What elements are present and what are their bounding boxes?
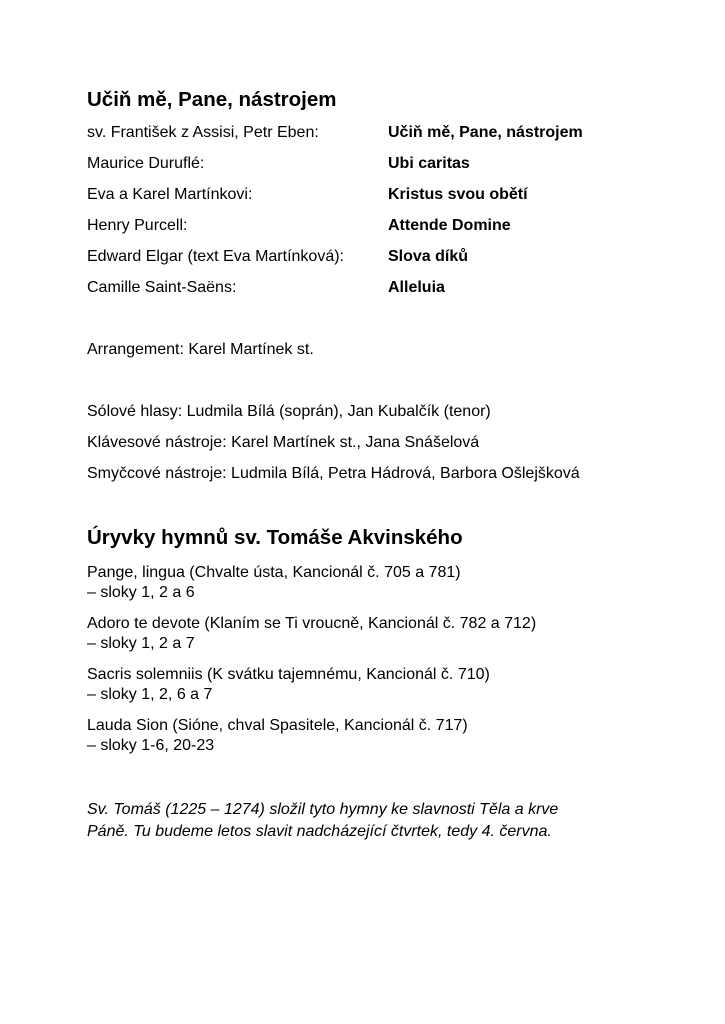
- piece-title: Kristus svou obětí: [388, 186, 528, 203]
- performers-line: Smyčcové nástroje: Ludmila Bílá, Petra Hádrová, Barbora Ošlejšková: [87, 465, 580, 482]
- hymn-verses-line: – sloky 1, 2 a 7: [87, 635, 195, 652]
- piece-title: Ubi caritas: [388, 155, 470, 172]
- hymn-item: [87, 665, 490, 705]
- composer-label: Eva a Karel Martínkovi:: [87, 186, 253, 203]
- hymn-item: [87, 614, 536, 654]
- piece-title: Slova díků: [388, 248, 469, 265]
- hymn-verses-line: – sloky 1, 2 a 6: [87, 584, 195, 601]
- section-title-program: Učiň mě, Pane, nástrojem: [87, 88, 337, 111]
- hymn-verses-line: – sloky 1, 2, 6 a 7: [87, 686, 213, 703]
- piece-title: Attende Domine: [388, 217, 511, 234]
- composer-label: Maurice Duruflé:: [87, 155, 205, 172]
- composer-label: sv. František z Assisi, Petr Eben:: [87, 124, 319, 141]
- piece-title: Učiň mě, Pane, nástrojem: [388, 124, 583, 141]
- performers-line: Sólové hlasy: Ludmila Bílá (soprán), Jan Kubalčík (tenor): [87, 403, 491, 420]
- arrangement-text: Arrangement: Karel Martínek st.: [87, 341, 314, 358]
- performers-line: Klávesové nástroje: Karel Martínek st., Jana Snášelová: [87, 434, 480, 451]
- piece-title: Alleluia: [388, 279, 445, 296]
- hymn-title-line: Pange, lingua (Chvalte ústa, Kancionál č. 705 a 781): [87, 564, 461, 581]
- feast-note-line: Sv. Tomáš (1225 – 1274) složil tyto hymny ke slavnosti Těla a krve: [87, 801, 559, 818]
- hymn-title-line: Sacris solemniis (K svátku tajemnému, Kancionál č. 710): [87, 666, 490, 683]
- section-title-hymns: Úryvky hymnů sv. Tomáše Akvinského: [87, 526, 463, 549]
- composer-label: Camille Saint-Saëns:: [87, 279, 237, 296]
- hymn-title-line: Lauda Sion (Sióne, chval Spasitele, Kancionál č. 717): [87, 717, 468, 734]
- composer-label: Henry Purcell:: [87, 217, 188, 234]
- hymn-verses-line: – sloky 1-6, 20-23: [87, 737, 215, 754]
- feast-note-line: Páně. Tu budeme letos slavit nadcházející čtvrtek, tedy 4. června.: [87, 823, 552, 840]
- hymn-title-line: Adoro te devote (Klaním se Ti vroucně, Kancionál č. 782 a 712): [87, 615, 537, 632]
- feast-note: [87, 799, 558, 843]
- hymn-item: [87, 563, 461, 603]
- hymn-item: [87, 716, 468, 756]
- composer-label: Edward Elgar (text Eva Martínková):: [87, 248, 344, 265]
